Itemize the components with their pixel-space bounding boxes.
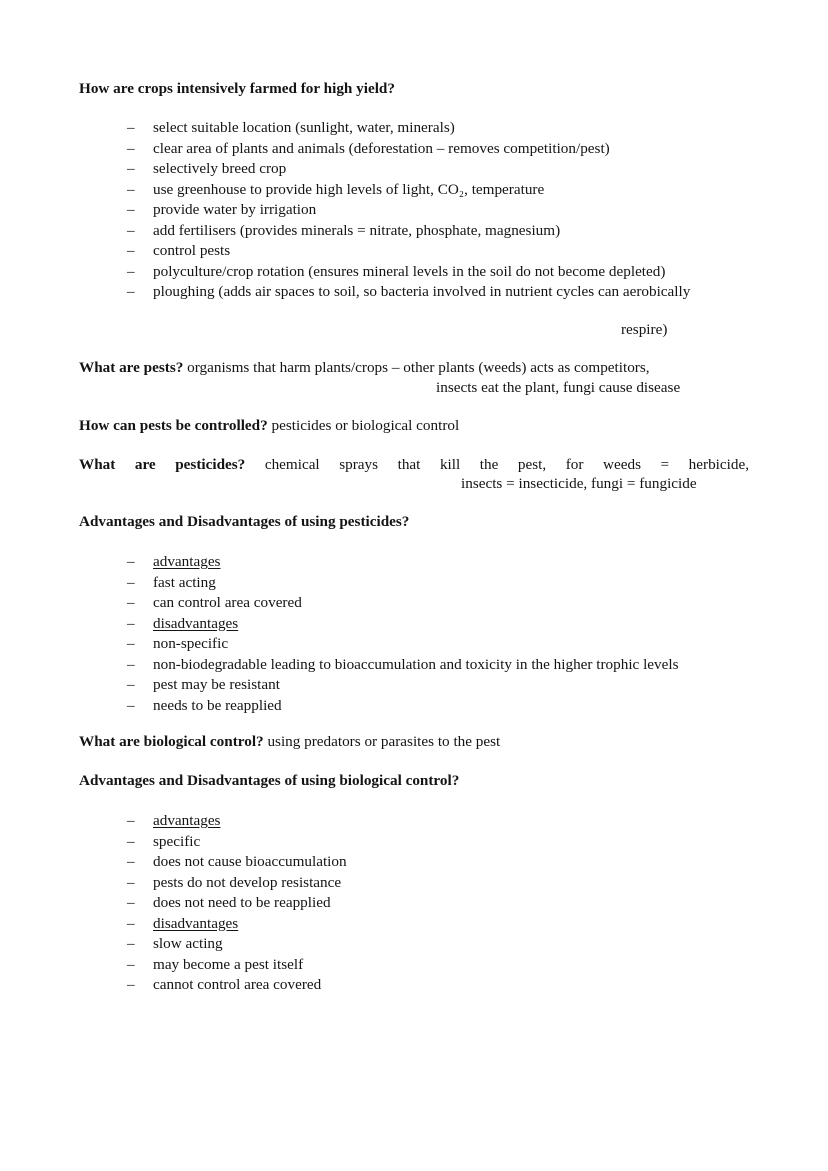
- bullet-dash: –: [127, 614, 135, 632]
- list-item-text: ploughing (adds air spaces to soil, so bacteria involved in nutrient cycles can aerobically: [153, 283, 691, 300]
- bullet-dash: –: [127, 676, 135, 693]
- list-item-text: use greenhouse to provide high levels of light, CO₂, temperature: [153, 180, 545, 198]
- list-item-text: select suitable location (sunlight, water, minerals): [153, 119, 455, 136]
- pests-definition: [79, 359, 650, 377]
- list-item-text: provide water by irrigation: [153, 201, 317, 218]
- bullet-dash: –: [127, 180, 135, 198]
- ploughing-continuation: respire): [621, 321, 668, 338]
- list-item-text: selectively breed crop: [153, 160, 287, 177]
- control-answer: pesticides or biological control: [271, 417, 460, 434]
- list-subheading: disadvantages: [153, 614, 239, 632]
- list-item-text: needs to be reapplied: [153, 696, 282, 714]
- bullet-dash: –: [127, 812, 135, 829]
- list-item-text: non-biodegradable leading to bioaccumulation and toxicity in the higher trophic levels: [153, 655, 679, 673]
- bullet-dash: –: [127, 832, 135, 850]
- bullet-dash: –: [127, 894, 135, 911]
- heading-pesticides-pros-cons: Advantages and Disadvantages of using pesticides?: [79, 513, 410, 530]
- list-item-text: control pests: [153, 242, 231, 259]
- bullet-dash: –: [127, 139, 135, 157]
- heading-intensive-farming: How are crops intensively farmed for high yield?: [79, 80, 395, 97]
- list-item-text: slow acting: [153, 935, 223, 952]
- list-item-text: specific: [153, 832, 201, 850]
- biocontrol-question: What are biological control?: [79, 733, 264, 750]
- pests-question: What are pests?: [79, 359, 184, 376]
- pesticides-definition: [79, 455, 749, 475]
- pests-answer-line1: organisms that harm plants/crops – other plants (weeds) acts as competitors,: [187, 359, 650, 376]
- bullet-dash: –: [127, 955, 135, 973]
- list-item-text: does not cause bioaccumulation: [153, 853, 347, 870]
- bullet-dash: –: [127, 119, 135, 136]
- pest-control-definition: [79, 417, 459, 435]
- biocontrol-definition: [79, 733, 500, 751]
- pesticides-answer-line1: chemical sprays that kill the pest, for weeds = herbicide,: [264, 456, 749, 473]
- bullet-dash: –: [127, 696, 135, 714]
- bullet-dash: –: [127, 573, 135, 591]
- bullet-dash: –: [127, 976, 135, 993]
- bullet-dash: –: [127, 553, 135, 570]
- biocontrol-answer: using predators or parasites to the pest: [267, 733, 501, 750]
- list-item-text: cannot control area covered: [153, 976, 322, 993]
- bullet-dash: –: [127, 635, 135, 652]
- list-item-text: polyculture/crop rotation (ensures mineral levels in the soil do not become depleted): [153, 262, 666, 280]
- bullet-dash: –: [127, 283, 135, 300]
- list-item-text: does not need to be reapplied: [153, 894, 331, 911]
- bullet-dash: –: [127, 655, 135, 673]
- bullet-dash: –: [127, 262, 135, 280]
- list-item-text: clear area of plants and animals (deforestation – removes competition/pest): [153, 139, 610, 157]
- bullet-dash: –: [127, 160, 135, 177]
- bullet-dash: –: [127, 242, 135, 259]
- bullet-dash: –: [127, 873, 135, 891]
- list-subheading: advantages: [153, 812, 221, 829]
- control-question: How can pests be controlled?: [79, 417, 268, 434]
- pests-answer-line2: insects eat the plant, fungi cause disease: [436, 379, 681, 396]
- list-item-text: add fertilisers (provides minerals = nitrate, phosphate, magnesium): [153, 221, 561, 239]
- bullet-dash: –: [127, 935, 135, 952]
- list-item-text: fast acting: [153, 573, 216, 591]
- bullet-dash: –: [127, 853, 135, 870]
- bullet-dash: –: [127, 221, 135, 239]
- list-subheading: advantages: [153, 553, 221, 570]
- bullet-dash: –: [127, 594, 135, 611]
- heading-biocontrol-pros-cons: Advantages and Disadvantages of using biological control?: [79, 772, 460, 789]
- list-subheading: disadvantages: [153, 914, 239, 932]
- pesticides-question: What are pesticides?: [79, 456, 246, 473]
- bullet-dash: –: [127, 201, 135, 218]
- pesticides-answer-line2: insects = insecticide, fungi = fungicide: [461, 475, 697, 492]
- list-item-text: non-specific: [153, 635, 229, 652]
- bullet-dash: –: [127, 914, 135, 932]
- list-item-text: can control area covered: [153, 594, 302, 611]
- list-item-text: may become a pest itself: [153, 955, 304, 973]
- list-item-text: pest may be resistant: [153, 676, 280, 693]
- list-item-text: pests do not develop resistance: [153, 873, 342, 891]
